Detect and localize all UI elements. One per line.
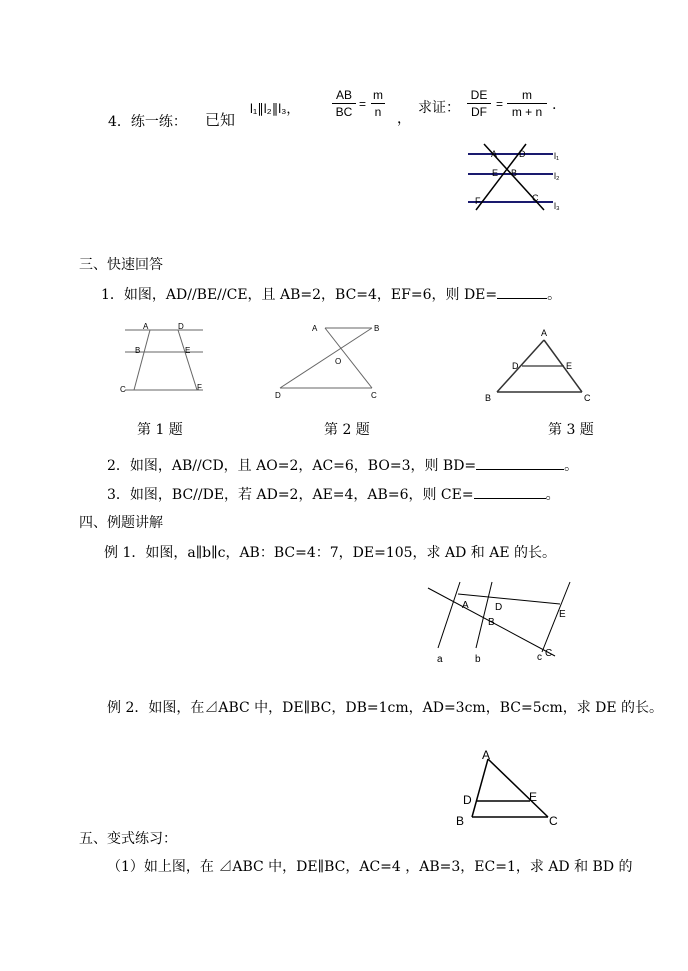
fraction-bar: [371, 103, 385, 104]
fig3-label-a: A: [541, 328, 548, 338]
fraction-numerator: DE: [470, 88, 488, 102]
answer-blank-3[interactable]: [474, 485, 546, 499]
period: .: [552, 97, 557, 113]
fig-label-d: D: [519, 149, 526, 159]
example-1-text: 例 1．如图，a∥b∥c，AB：BC=4：7，DE=105，求 AD 和 AE 的长。: [104, 545, 557, 561]
fig-label-l2: l₂: [554, 171, 560, 181]
section-5-heading: 五、变式练习：: [79, 831, 177, 847]
fig3-label-e: E: [566, 361, 573, 371]
fig-label-f: F: [475, 196, 481, 206]
fig2-label-a: A: [312, 324, 318, 333]
fig1-label-b: B: [135, 346, 141, 355]
practice4-known: 已知: [205, 111, 236, 129]
fig-label-l1: l₁: [554, 151, 560, 161]
example-2-figure: [452, 745, 572, 830]
ex2-label-b: B: [456, 814, 465, 828]
figure-1-trapezoid: [115, 320, 215, 400]
fig3-label-d: D: [512, 361, 519, 371]
fig-label-l3: l₃: [554, 201, 560, 211]
question-1: [101, 284, 561, 304]
variant-item-1: （1）如上图，在 ⊿ABC 中，DE∥BC，AC=4 ，AB=3，EC=1，求 AD 和 BD 的: [107, 859, 633, 875]
equals-sign: =: [496, 97, 504, 111]
fig1-label-e: E: [185, 346, 191, 355]
fraction-numerator: AB: [335, 88, 352, 102]
ex2-label-a: A: [482, 748, 491, 762]
fraction-bar: [467, 103, 491, 104]
parallel-lines-figure: [460, 140, 570, 220]
fraction-denominator: DF: [471, 105, 487, 119]
fraction-m-n: [371, 88, 385, 119]
question-1-text: 1．如图，AD//BE//CE，且 AB=2，BC=4，EF=6，则 DE=: [101, 287, 498, 303]
ex2-label-c: C: [549, 814, 558, 828]
figure-3-triangle: [480, 322, 600, 407]
example-1-figure: [420, 580, 580, 670]
practice4-prefix: 4．练一练：: [108, 114, 187, 130]
fig-label-c: C: [532, 193, 539, 203]
figure-2-bowtie: [270, 318, 390, 403]
question-2-end: 。: [564, 458, 579, 474]
fig-label-e: E: [492, 168, 499, 178]
fig2-label-c: C: [371, 391, 377, 400]
fig1-label-a: A: [143, 322, 149, 331]
fig1-label-d: D: [178, 322, 184, 331]
ex2-label-d: D: [463, 793, 472, 807]
ex1-label-d: D: [495, 602, 503, 613]
fraction-de-df: [467, 88, 491, 119]
question-3-text: 3．如图，BC//DE，若 AD=2，AE=4，AB=6，则 CE=: [107, 487, 474, 503]
answer-blank-1[interactable]: [497, 285, 547, 299]
section-4-heading: 四、例题讲解: [79, 515, 163, 531]
question-3-end: 。: [545, 487, 560, 503]
fraction-bar: [332, 103, 356, 104]
fraction-numerator: m: [373, 88, 383, 102]
fig3-label-b: B: [485, 393, 492, 403]
fig2-label-b: B: [374, 324, 380, 333]
fig2-label-o: O: [335, 357, 342, 366]
fraction-ab-bc: [332, 88, 356, 119]
fig1-label-c: C: [120, 385, 126, 394]
comma: ，: [397, 111, 411, 127]
fraction-bar: [507, 103, 547, 104]
fig2-label-d: D: [275, 391, 281, 400]
fig3-label-c: C: [584, 393, 591, 403]
section-3-heading: 三、快速回答: [79, 257, 163, 273]
prove-label: 求证：: [418, 100, 460, 116]
ex1-label-b-line: b: [475, 654, 481, 665]
ex1-label-c-point: C: [545, 648, 553, 659]
ex1-label-a-line: a: [437, 654, 443, 665]
ex1-label-a: A: [462, 600, 469, 611]
question-3: [107, 484, 560, 504]
equals-sign: =: [359, 97, 367, 111]
fraction-numerator: m: [522, 88, 532, 102]
fraction-denominator: BC: [335, 105, 353, 119]
ex1-label-c-line: c: [537, 652, 542, 663]
figure-2-caption: 第 2 题: [324, 422, 370, 438]
parallel-lines-expr: l₁∥l₂∥l₃，: [250, 101, 300, 116]
question-2: [107, 455, 578, 475]
ex1-label-b: B: [488, 617, 495, 628]
ex1-label-e: E: [559, 609, 566, 620]
fraction-m-over-mn: [507, 88, 547, 119]
fig-label-a: A: [491, 149, 498, 159]
answer-blank-2[interactable]: [476, 456, 564, 470]
fraction-denominator: n: [374, 105, 382, 119]
fig1-label-f: F: [197, 383, 202, 392]
fraction-denominator: m + n: [511, 105, 543, 119]
question-2-text: 2．如图，AB//CD，且 AO=2，AC=6，BO=3，则 BD=: [107, 458, 477, 474]
example-2-text: 例 2．如图，在⊿ABC 中，DE∥BC，DB=1cm，AD=3cm，BC=5cm，求 DE 的长。: [107, 700, 664, 716]
figure-1-caption: 第 1 题: [137, 422, 183, 438]
figure-3-caption: 第 3 题: [548, 422, 594, 438]
ex2-label-e: E: [529, 790, 538, 804]
question-1-end: 。: [547, 287, 562, 303]
fig-label-b: B: [511, 168, 518, 178]
